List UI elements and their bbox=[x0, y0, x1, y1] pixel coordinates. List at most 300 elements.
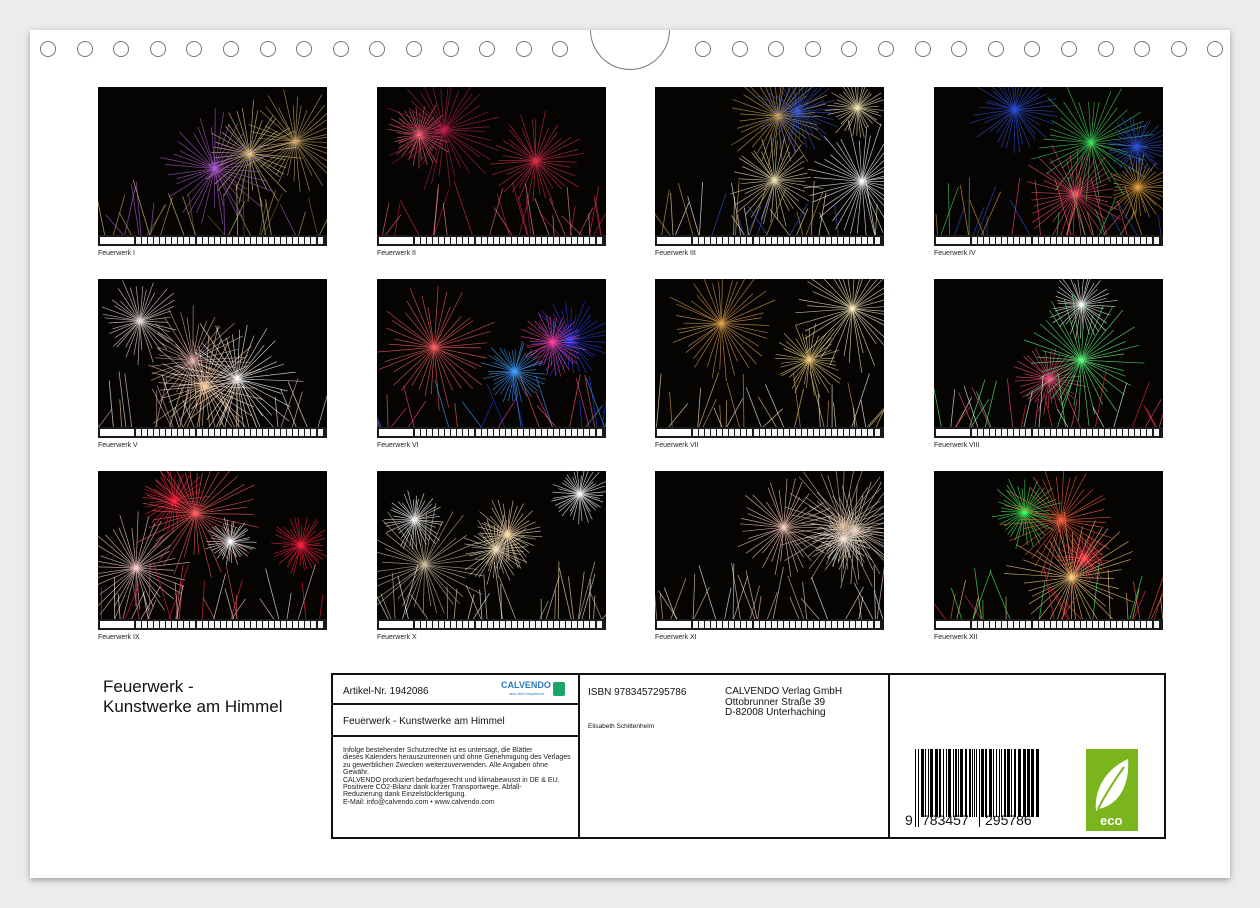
day-cell bbox=[772, 237, 777, 244]
legal-line: Gewähr. bbox=[343, 769, 370, 777]
day-cell bbox=[814, 429, 819, 436]
day-cell bbox=[263, 621, 268, 628]
day-cell bbox=[1026, 621, 1031, 628]
day-cell bbox=[741, 429, 746, 436]
month-name-box bbox=[657, 621, 691, 628]
day-cell bbox=[275, 621, 280, 628]
day-cells bbox=[415, 621, 602, 628]
day-cell bbox=[530, 237, 535, 244]
publisher-city: D-82008 Unterhaching bbox=[725, 707, 826, 718]
day-cell bbox=[160, 621, 165, 628]
day-cell bbox=[482, 237, 487, 244]
day-cell bbox=[281, 429, 286, 436]
day-cell bbox=[1051, 237, 1056, 244]
binding-hole bbox=[479, 41, 495, 57]
day-cell bbox=[488, 621, 493, 628]
fireworks-photo bbox=[934, 471, 1163, 619]
day-cell bbox=[862, 621, 867, 628]
binding-hole bbox=[369, 41, 385, 57]
binding-hole bbox=[915, 41, 931, 57]
barcode-digit-first: 9 bbox=[905, 812, 913, 828]
day-cell bbox=[747, 621, 752, 628]
day-cell bbox=[723, 237, 728, 244]
day-cell bbox=[597, 237, 602, 244]
day-cell bbox=[784, 621, 789, 628]
day-cell bbox=[142, 429, 147, 436]
calvendo-logo-mark bbox=[553, 682, 565, 696]
day-cell bbox=[148, 237, 153, 244]
day-cell bbox=[148, 429, 153, 436]
month-caption: Feuerwerk I bbox=[98, 250, 135, 257]
day-cell bbox=[802, 621, 807, 628]
month-thumbnail bbox=[98, 87, 327, 257]
day-cell bbox=[1111, 429, 1116, 436]
day-cell bbox=[421, 237, 426, 244]
day-cell bbox=[311, 429, 316, 436]
day-cell bbox=[1081, 429, 1086, 436]
day-cell bbox=[318, 237, 323, 244]
binding-hole bbox=[296, 41, 312, 57]
day-cell bbox=[221, 429, 226, 436]
month-name-box bbox=[379, 237, 413, 244]
day-cell bbox=[287, 237, 292, 244]
day-cell bbox=[172, 237, 177, 244]
day-cell bbox=[305, 237, 310, 244]
month-caption: Feuerwerk V bbox=[98, 442, 138, 449]
day-cell bbox=[972, 237, 977, 244]
day-cell bbox=[190, 429, 195, 436]
day-cell bbox=[433, 237, 438, 244]
day-cell bbox=[778, 621, 783, 628]
day-cell bbox=[814, 237, 819, 244]
day-cell bbox=[796, 237, 801, 244]
month-calendar-strip bbox=[934, 427, 1163, 438]
day-cell bbox=[784, 237, 789, 244]
day-cell bbox=[766, 237, 771, 244]
day-cell bbox=[299, 621, 304, 628]
binding-hole bbox=[1098, 41, 1114, 57]
month-calendar-strip bbox=[377, 427, 606, 438]
day-cell bbox=[299, 237, 304, 244]
day-cell bbox=[796, 429, 801, 436]
day-cell bbox=[1057, 237, 1062, 244]
day-cell bbox=[439, 429, 444, 436]
day-cell bbox=[142, 621, 147, 628]
day-cell bbox=[1020, 237, 1025, 244]
day-cell bbox=[1020, 621, 1025, 628]
day-cell bbox=[257, 621, 262, 628]
day-cell bbox=[178, 429, 183, 436]
day-cell bbox=[518, 237, 523, 244]
day-cell bbox=[536, 621, 541, 628]
day-cell bbox=[227, 429, 232, 436]
month-caption: Feuerwerk IV bbox=[934, 250, 976, 257]
day-cell bbox=[996, 237, 1001, 244]
fireworks-photo bbox=[934, 279, 1163, 427]
day-cell bbox=[790, 429, 795, 436]
month-thumbnail bbox=[377, 279, 606, 449]
day-cells bbox=[972, 237, 1159, 244]
day-cell bbox=[293, 621, 298, 628]
binding-hole bbox=[1024, 41, 1040, 57]
day-cell bbox=[808, 621, 813, 628]
day-cell bbox=[820, 237, 825, 244]
month-caption: Feuerwerk XII bbox=[934, 634, 978, 641]
month-calendar-strip bbox=[655, 619, 884, 630]
day-cell bbox=[754, 621, 759, 628]
month-name-box bbox=[657, 237, 691, 244]
product-title bbox=[103, 677, 283, 717]
binding-hole bbox=[333, 41, 349, 57]
day-cell bbox=[536, 429, 541, 436]
day-cell bbox=[536, 237, 541, 244]
month-calendar-strip bbox=[934, 619, 1163, 630]
day-cell bbox=[1129, 621, 1134, 628]
day-cell bbox=[1105, 237, 1110, 244]
day-cell bbox=[990, 237, 995, 244]
day-cell bbox=[275, 429, 280, 436]
legal-line: dieses Kalenders herauszutrennen und ohne Genehmigung des Verlages bbox=[343, 754, 571, 762]
month-name-box bbox=[936, 621, 970, 628]
day-cell bbox=[802, 429, 807, 436]
day-cell bbox=[482, 621, 487, 628]
day-cells bbox=[693, 237, 880, 244]
day-cell bbox=[1033, 429, 1038, 436]
day-cell bbox=[415, 621, 420, 628]
binding-hole bbox=[695, 41, 711, 57]
day-cell bbox=[251, 621, 256, 628]
day-cell bbox=[524, 237, 529, 244]
calvendo-logo-text: CALVENDO bbox=[501, 680, 551, 690]
day-cell bbox=[875, 429, 880, 436]
month-name-box bbox=[100, 621, 134, 628]
day-cell bbox=[494, 237, 499, 244]
day-cell bbox=[142, 237, 147, 244]
day-cell bbox=[1081, 237, 1086, 244]
day-cell bbox=[584, 429, 589, 436]
article-number: Artikel-Nr. 1942086 bbox=[343, 686, 429, 697]
day-cell bbox=[990, 621, 995, 628]
day-cell bbox=[832, 429, 837, 436]
day-cell bbox=[844, 237, 849, 244]
day-cell bbox=[197, 237, 202, 244]
day-cell bbox=[451, 621, 456, 628]
binding-hole bbox=[1207, 41, 1223, 57]
day-cell bbox=[760, 429, 765, 436]
calendar-title: Feuerwerk - Kunstwerke am Himmel bbox=[343, 716, 505, 727]
month-name-box bbox=[100, 237, 134, 244]
binding-hole bbox=[150, 41, 166, 57]
day-cell bbox=[990, 429, 995, 436]
day-cell bbox=[160, 237, 165, 244]
day-cell bbox=[699, 621, 704, 628]
month-calendar-strip bbox=[98, 427, 327, 438]
day-cell bbox=[826, 237, 831, 244]
month-caption: Feuerwerk IX bbox=[98, 634, 140, 641]
day-cell bbox=[1135, 237, 1140, 244]
day-cells bbox=[972, 429, 1159, 436]
month-thumbnail bbox=[934, 471, 1163, 641]
divider bbox=[888, 675, 890, 837]
day-cell bbox=[415, 237, 420, 244]
month-thumbnail bbox=[377, 87, 606, 257]
day-cell bbox=[1123, 621, 1128, 628]
day-cell bbox=[760, 621, 765, 628]
day-cell bbox=[735, 429, 740, 436]
fireworks-photo bbox=[377, 279, 606, 427]
day-cell bbox=[1154, 621, 1159, 628]
day-cell bbox=[1147, 621, 1152, 628]
publisher-street: Ottobrunner Straße 39 bbox=[725, 696, 826, 708]
eco-badge bbox=[1086, 749, 1138, 831]
day-cell bbox=[572, 621, 577, 628]
binding-hole bbox=[77, 41, 93, 57]
day-cell bbox=[1045, 621, 1050, 628]
day-cell bbox=[269, 621, 274, 628]
binding-hole bbox=[113, 41, 129, 57]
day-cell bbox=[1129, 237, 1134, 244]
calvendo-logo bbox=[501, 680, 569, 700]
author: Elisabeth Schittenhelm bbox=[588, 723, 655, 730]
eco-label: eco bbox=[1100, 813, 1123, 828]
day-cell bbox=[711, 237, 716, 244]
day-cell bbox=[548, 621, 553, 628]
day-cell bbox=[578, 429, 583, 436]
day-cell bbox=[1069, 429, 1074, 436]
day-cell bbox=[518, 621, 523, 628]
day-cell bbox=[978, 237, 983, 244]
binding-hole bbox=[40, 41, 56, 57]
day-cell bbox=[554, 237, 559, 244]
day-cell bbox=[862, 237, 867, 244]
day-cell bbox=[1020, 429, 1025, 436]
day-cell bbox=[184, 237, 189, 244]
day-cell bbox=[1147, 237, 1152, 244]
legal-line: zu gewerblichen Zwecken weiterzuverwenden. Alle Angaben ohne bbox=[343, 761, 549, 769]
day-cell bbox=[1008, 621, 1013, 628]
day-cell bbox=[844, 429, 849, 436]
day-cell bbox=[433, 429, 438, 436]
day-cell bbox=[717, 621, 722, 628]
day-cell bbox=[1063, 621, 1068, 628]
day-cell bbox=[263, 429, 268, 436]
day-cell bbox=[566, 237, 571, 244]
day-cells bbox=[972, 621, 1159, 628]
day-cell bbox=[233, 237, 238, 244]
isbn: ISBN 9783457295786 bbox=[588, 687, 687, 698]
day-cell bbox=[287, 429, 292, 436]
day-cell bbox=[263, 237, 268, 244]
day-cell bbox=[972, 621, 977, 628]
day-cell bbox=[215, 429, 220, 436]
day-cell bbox=[554, 621, 559, 628]
day-cell bbox=[506, 621, 511, 628]
day-cell bbox=[1026, 237, 1031, 244]
day-cell bbox=[439, 621, 444, 628]
day-cell bbox=[275, 237, 280, 244]
day-cell bbox=[747, 429, 752, 436]
day-cell bbox=[548, 429, 553, 436]
day-cell bbox=[808, 237, 813, 244]
day-cell bbox=[735, 621, 740, 628]
divider bbox=[333, 735, 578, 737]
month-calendar-strip bbox=[98, 619, 327, 630]
day-cell bbox=[760, 237, 765, 244]
day-cell bbox=[209, 429, 214, 436]
day-cell bbox=[717, 237, 722, 244]
day-cell bbox=[221, 237, 226, 244]
day-cells bbox=[693, 621, 880, 628]
day-cell bbox=[1099, 621, 1104, 628]
binding-hole bbox=[516, 41, 532, 57]
day-cell bbox=[239, 237, 244, 244]
day-cell bbox=[190, 621, 195, 628]
day-cell bbox=[178, 237, 183, 244]
day-cell bbox=[844, 621, 849, 628]
day-cell bbox=[693, 621, 698, 628]
day-cell bbox=[978, 621, 983, 628]
day-cell bbox=[1105, 621, 1110, 628]
day-cell bbox=[530, 621, 535, 628]
month-name-box bbox=[379, 429, 413, 436]
product-info-box bbox=[331, 673, 1166, 839]
day-cells bbox=[136, 621, 323, 628]
day-cell bbox=[251, 429, 256, 436]
publisher-address bbox=[725, 687, 842, 719]
month-thumbnail bbox=[655, 87, 884, 257]
month-name-box bbox=[100, 429, 134, 436]
day-cells bbox=[415, 237, 602, 244]
day-cell bbox=[421, 429, 426, 436]
day-cell bbox=[868, 237, 873, 244]
day-cell bbox=[862, 429, 867, 436]
day-cell bbox=[838, 621, 843, 628]
day-cell bbox=[476, 621, 481, 628]
day-cell bbox=[1087, 429, 1092, 436]
day-cell bbox=[741, 621, 746, 628]
day-cell bbox=[172, 429, 177, 436]
day-cell bbox=[814, 621, 819, 628]
fireworks-photo bbox=[934, 87, 1163, 235]
binding-hole bbox=[443, 41, 459, 57]
day-cell bbox=[972, 429, 977, 436]
day-cell bbox=[209, 237, 214, 244]
month-thumbnail bbox=[98, 279, 327, 449]
day-cell bbox=[287, 621, 292, 628]
day-cell bbox=[838, 237, 843, 244]
day-cell bbox=[1051, 621, 1056, 628]
binding-hole bbox=[1171, 41, 1187, 57]
divider bbox=[333, 703, 578, 705]
day-cell bbox=[251, 237, 256, 244]
day-cell bbox=[500, 237, 505, 244]
day-cell bbox=[305, 621, 310, 628]
calvendo-logo-tagline: lass dich inspirieren bbox=[509, 691, 545, 696]
day-cell bbox=[415, 429, 420, 436]
day-cell bbox=[433, 621, 438, 628]
day-cell bbox=[1002, 237, 1007, 244]
day-cell bbox=[488, 237, 493, 244]
month-calendar-strip bbox=[377, 235, 606, 246]
binding-hole bbox=[1134, 41, 1150, 57]
month-caption: Feuerwerk III bbox=[655, 250, 696, 257]
day-cell bbox=[1105, 429, 1110, 436]
month-caption: Feuerwerk VII bbox=[655, 442, 699, 449]
day-cell bbox=[257, 429, 262, 436]
day-cell bbox=[1093, 429, 1098, 436]
day-cell bbox=[203, 237, 208, 244]
day-cell bbox=[136, 237, 141, 244]
day-cell bbox=[209, 621, 214, 628]
day-cell bbox=[808, 429, 813, 436]
day-cell bbox=[197, 429, 202, 436]
day-cell bbox=[784, 429, 789, 436]
month-caption: Feuerwerk X bbox=[377, 634, 417, 641]
binding-hole bbox=[768, 41, 784, 57]
month-name-box bbox=[657, 429, 691, 436]
day-cell bbox=[693, 237, 698, 244]
day-cell bbox=[476, 237, 481, 244]
day-cell bbox=[590, 237, 595, 244]
day-cell bbox=[1129, 429, 1134, 436]
day-cell bbox=[735, 237, 740, 244]
day-cell bbox=[305, 429, 310, 436]
day-cell bbox=[463, 429, 468, 436]
day-cell bbox=[1045, 237, 1050, 244]
day-cell bbox=[318, 429, 323, 436]
day-cell bbox=[318, 621, 323, 628]
day-cell bbox=[711, 429, 716, 436]
day-cell bbox=[778, 237, 783, 244]
day-cell bbox=[524, 621, 529, 628]
day-cell bbox=[518, 429, 523, 436]
day-cell bbox=[1033, 237, 1038, 244]
day-cell bbox=[293, 429, 298, 436]
day-cell bbox=[1099, 429, 1104, 436]
day-cell bbox=[875, 237, 880, 244]
day-cell bbox=[190, 237, 195, 244]
day-cell bbox=[542, 237, 547, 244]
day-cell bbox=[850, 621, 855, 628]
fireworks-photo bbox=[655, 87, 884, 235]
day-cell bbox=[463, 621, 468, 628]
day-cell bbox=[802, 237, 807, 244]
day-cell bbox=[311, 621, 316, 628]
day-cell bbox=[1057, 621, 1062, 628]
month-thumbnail bbox=[655, 279, 884, 449]
day-cell bbox=[239, 429, 244, 436]
day-cell bbox=[711, 621, 716, 628]
day-cell bbox=[1002, 429, 1007, 436]
binding-hole bbox=[732, 41, 748, 57]
day-cell bbox=[766, 621, 771, 628]
day-cell bbox=[560, 237, 565, 244]
day-cell bbox=[154, 237, 159, 244]
day-cell bbox=[554, 429, 559, 436]
day-cell bbox=[826, 429, 831, 436]
fireworks-photo bbox=[98, 279, 327, 427]
month-caption: Feuerwerk XI bbox=[655, 634, 697, 641]
day-cell bbox=[996, 621, 1001, 628]
day-cell bbox=[766, 429, 771, 436]
day-cell bbox=[148, 621, 153, 628]
day-cell bbox=[1087, 621, 1092, 628]
day-cell bbox=[747, 237, 752, 244]
day-cell bbox=[445, 621, 450, 628]
month-thumbnail bbox=[98, 471, 327, 641]
month-name-box bbox=[379, 621, 413, 628]
publisher-name: CALVENDO Verlag GmbH bbox=[725, 686, 843, 697]
